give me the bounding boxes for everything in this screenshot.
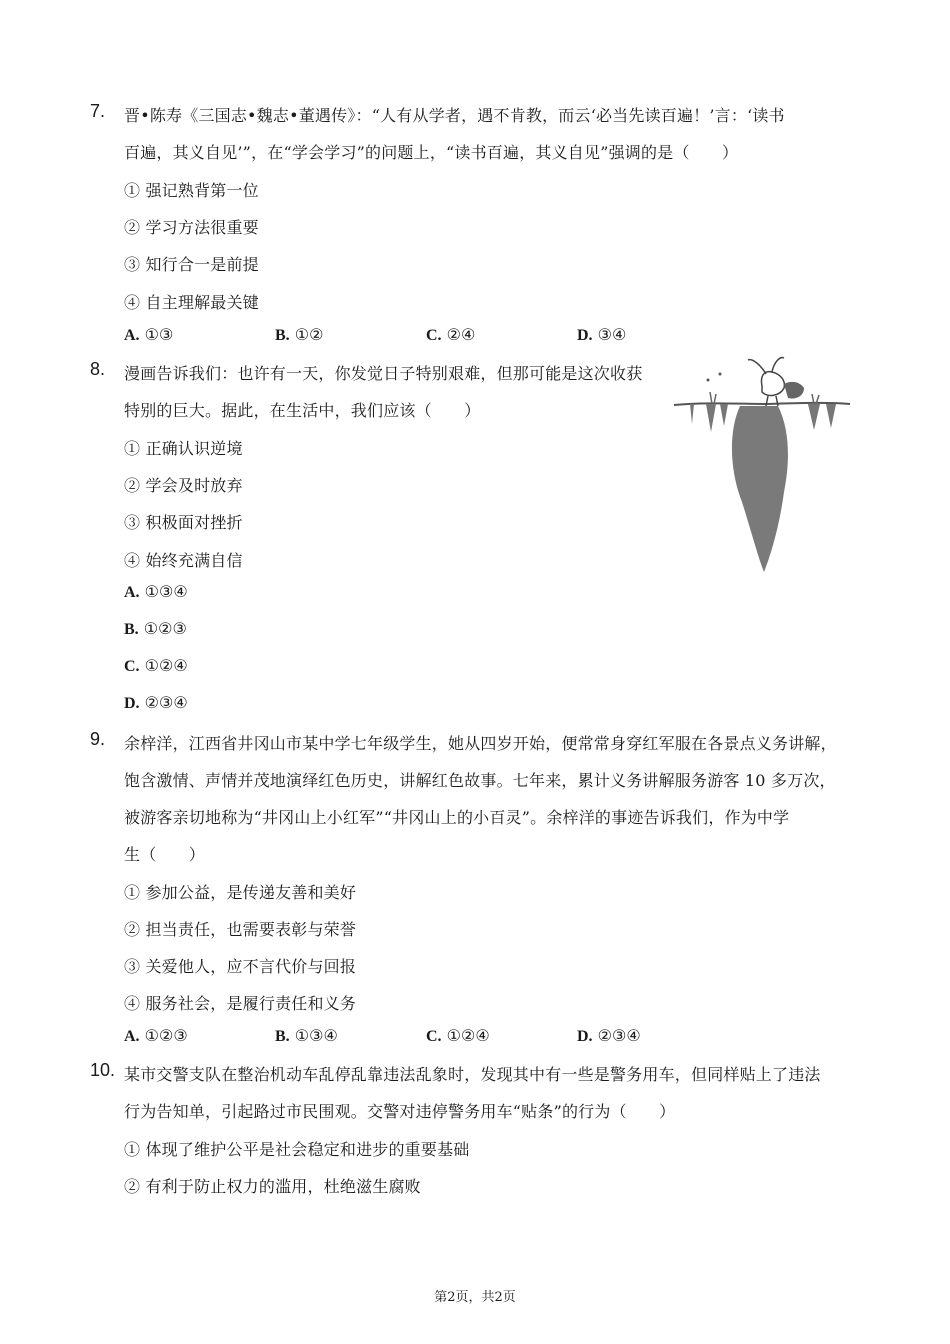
- question-7-option-a[interactable]: A. ①③: [124, 325, 174, 344]
- question-9-item-2: ② 担当责任，也需要表彰与荣誉: [124, 920, 357, 939]
- question-10-stem-line-2: 行为告知单，引起路过市民围观。交警对违停警务用车“贴条”的行为（ ）: [124, 1102, 676, 1121]
- question-9-stem-line-1: 余梓洋，江西省井冈山市某中学七年级学生，她从四岁开始，便常常身穿红军服在各景点义务讲解，: [124, 734, 837, 753]
- question-7-option-b[interactable]: B. ①②: [275, 325, 324, 344]
- question-8-option-a[interactable]: A. ①③④: [124, 582, 188, 601]
- question-8-stem-line-2: 特别的巨大。据此，在生活中，我们应该（ ）: [124, 401, 481, 420]
- question-9-stem-line-4: 生（ ）: [124, 845, 206, 864]
- question-8-option-d[interactable]: D. ②③④: [124, 693, 188, 712]
- question-7-item-3: ③ 知行合一是前提: [124, 255, 259, 274]
- question-8-option-b[interactable]: B. ①②③: [124, 619, 187, 638]
- question-9-item-3: ③ 关爱他人，应不言代价与回报: [124, 957, 357, 976]
- question-7-number: 7.: [90, 101, 106, 121]
- question-8-item-1: ① 正确认识逆境: [124, 439, 243, 458]
- question-9-option-c[interactable]: C. ①②④: [426, 1026, 490, 1045]
- question-9-item-1: ① 参加公益，是传递友善和美好: [124, 883, 357, 902]
- page-footer: 第2页，共2页: [434, 1290, 516, 1305]
- question-9-option-d[interactable]: D. ②③④: [577, 1026, 641, 1045]
- question-7-option-d[interactable]: D. ③④: [577, 325, 627, 344]
- question-8-number: 8.: [90, 359, 106, 379]
- question-9-stem-line-3: 被游客亲切地称为“井冈山上小红军”“井冈山上的小百灵”。余梓洋的事迹告诉我们，作为中学: [124, 808, 790, 827]
- question-7-option-c[interactable]: C. ②④: [426, 325, 476, 344]
- question-7-stem-line-2: 百遍，其义自见’”，在“学会学习”的问题上，“读书百遍，其义自见”强调的是（ ）: [124, 143, 739, 162]
- question-10-stem-line-1: 某市交警支队在整治机动车乱停乱靠违法乱象时，发现其中有一些是警务用车，但同样贴上了违法: [124, 1065, 821, 1084]
- question-9-number: 9.: [90, 729, 106, 749]
- question-10-number: 10.: [90, 1060, 116, 1080]
- question-7-item-2: ② 学习方法很重要: [124, 218, 259, 237]
- question-7-stem-line-1: 晋•陈寿《三国志•魏志•董遇传》：“人有从学者，遇不肯教，而云‘必当先读百遍！’言：‘读书: [124, 106, 785, 125]
- question-8-item-2: ② 学会及时放弃: [124, 476, 243, 495]
- question-9-option-a[interactable]: A. ①②③: [124, 1026, 188, 1045]
- question-9-item-4: ④ 服务社会，是履行责任和义务: [124, 994, 357, 1013]
- question-8-option-c[interactable]: C. ①②④: [124, 656, 188, 675]
- question-7-item-1: ① 强记熟背第一位: [124, 181, 259, 200]
- question-8-stem-line-1: 漫画告诉我们：也许有一天，你发觉日子特别艰难，但那可能是这次收获: [124, 364, 643, 383]
- question-7-item-4: ④ 自主理解最关键: [124, 293, 259, 312]
- question-10-item-2: ② 有利于防止权力的滥用，杜绝滋生腐败: [124, 1177, 421, 1196]
- question-9-option-b[interactable]: B. ①③④: [275, 1026, 338, 1045]
- carrot-cartoon-image: [668, 352, 854, 574]
- question-8-item-3: ③ 积极面对挫折: [124, 513, 243, 532]
- question-9-stem-line-2: 饱含激情、声情并茂地演绎红色历史，讲解红色故事。七年来，累计义务讲解服务游客 10 多万次，: [124, 771, 836, 790]
- question-8-item-4: ④ 始终充满自信: [124, 551, 243, 570]
- question-10-item-1: ① 体现了维护公平是社会稳定和进步的重要基础: [124, 1140, 470, 1159]
